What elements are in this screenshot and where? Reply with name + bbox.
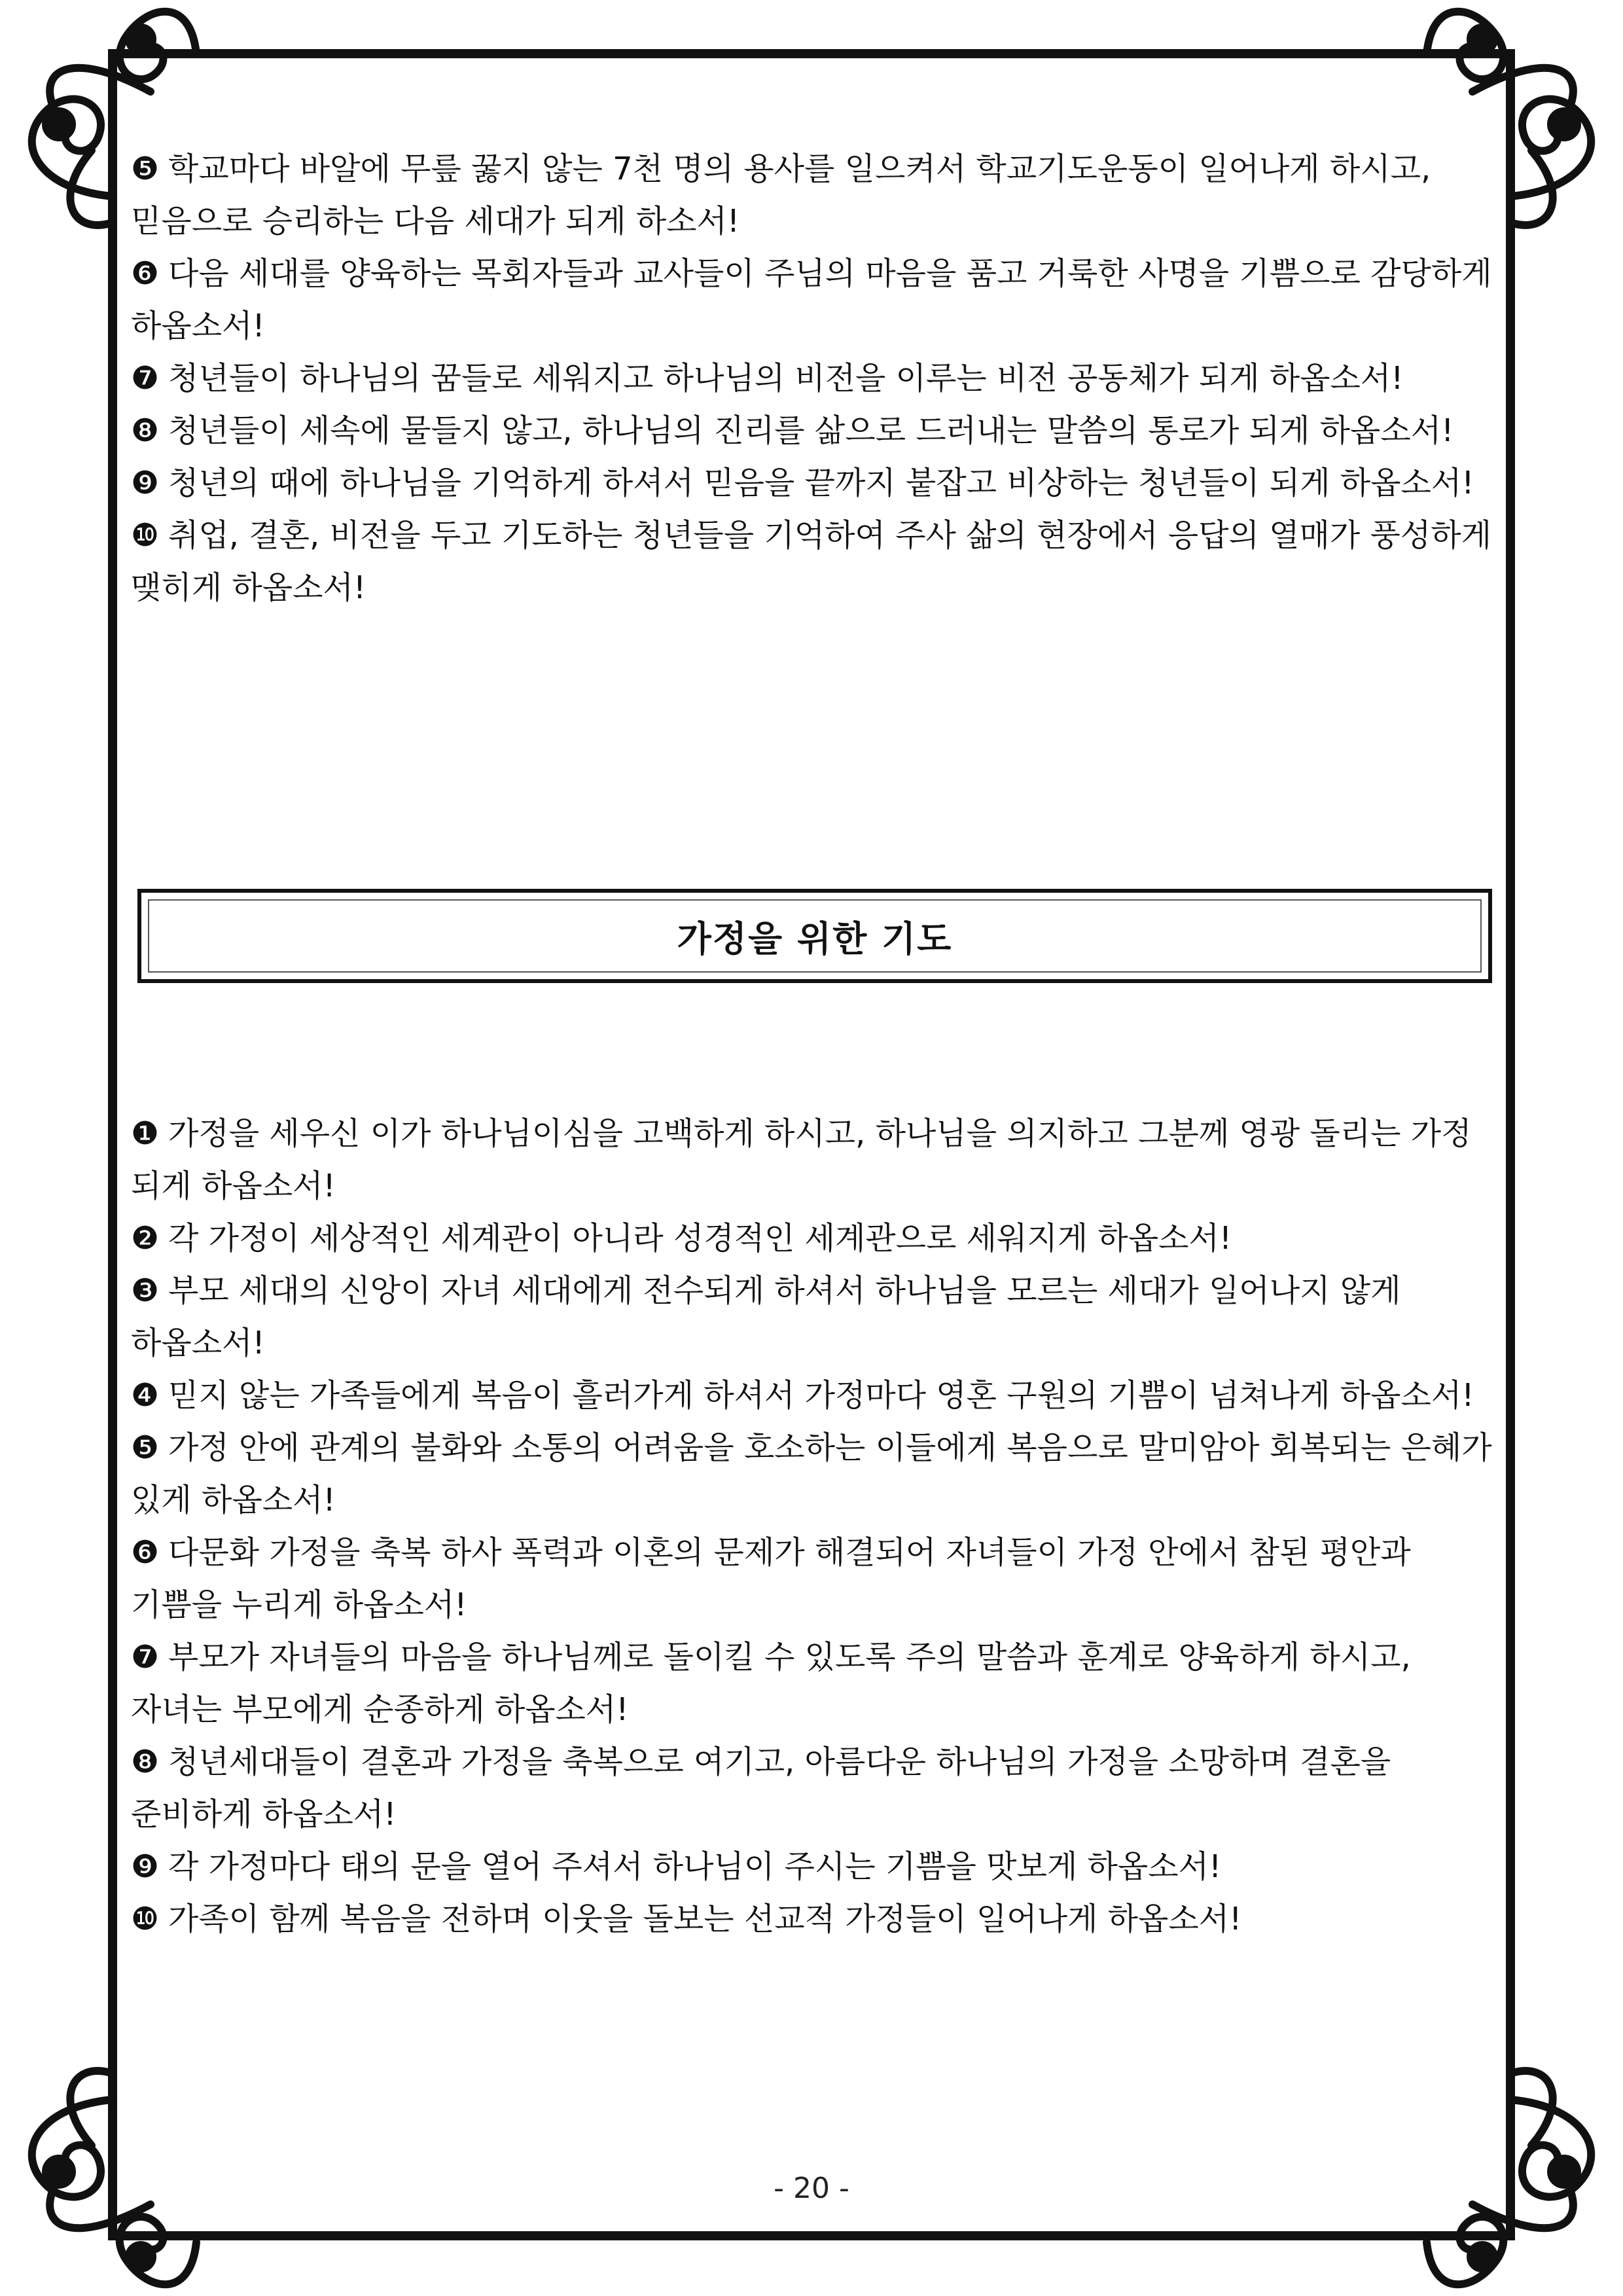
item-number: ❻ bbox=[131, 255, 160, 292]
item-number: ❾ bbox=[131, 1848, 160, 1885]
item-text: 가정 안에 관계의 불화와 소통의 어려움을 호소하는 이들에게 복음으로 말미암아 회복되는 은혜가 있게 하옵소서! bbox=[131, 1429, 1492, 1518]
item-number: ❺ bbox=[131, 151, 160, 187]
prayer-item bbox=[131, 352, 1492, 404]
item-number: ❾ bbox=[131, 465, 160, 501]
item-text: 가정을 세우신 이가 하나님이심을 고백하게 하시고, 하나님을 의지하고 그분께 영광 돌리는 가정 되게 하옵소서! bbox=[131, 1115, 1472, 1204]
prayer-item bbox=[131, 404, 1492, 457]
item-number: ❿ bbox=[131, 517, 160, 554]
item-text: 청년세대들이 결혼과 가정을 축복으로 여기고, 아름다운 하나님의 가정을 소망하며 결혼을 준비하게 하옵소서! bbox=[131, 1744, 1391, 1833]
item-number: ❽ bbox=[131, 1744, 160, 1780]
prayer-item bbox=[131, 1265, 1492, 1369]
prayer-item bbox=[131, 1212, 1492, 1265]
item-text: 믿지 않는 가족들에게 복음이 흘러가게 하셔서 가정마다 영혼 구원의 기쁨이 넘쳐나게 하옵소서! bbox=[168, 1377, 1474, 1414]
prayer-item bbox=[131, 1526, 1492, 1631]
item-text: 취업, 결혼, 비전을 두고 기도하는 청년들을 기억하여 주사 삶의 현장에서 응답의 열매가 풍성하게 맺히게 하옵소서! bbox=[131, 517, 1491, 606]
item-number: ❽ bbox=[131, 412, 160, 449]
section-title: 가정을 위한 기도 bbox=[677, 918, 953, 960]
item-number: ❿ bbox=[131, 1901, 160, 1937]
prayer-item bbox=[131, 1736, 1492, 1840]
prayer-list-continued bbox=[131, 143, 1492, 614]
prayer-item bbox=[131, 1893, 1492, 1945]
item-text: 학교마다 바알에 무릎 꿇지 않는 7천 명의 용사를 일으켜서 학교기도운동이 일어나게 하시고, 믿음으로 승리하는 다음 세대가 되게 하소서! bbox=[131, 151, 1431, 240]
prayer-item bbox=[131, 1840, 1492, 1893]
item-text: 다문화 가정을 축복 하사 폭력과 이혼의 문제가 해결되어 자녀들이 가정 안에서 참된 평안과 기쁨을 누리게 하옵소서! bbox=[131, 1534, 1411, 1623]
item-number: ❼ bbox=[131, 1639, 160, 1676]
item-text: 부모 세대의 신앙이 자녀 세대에게 전수되게 하셔서 하나님을 모르는 세대가 일어나지 않게 하옵소서! bbox=[131, 1272, 1401, 1361]
prayer-item bbox=[131, 1422, 1492, 1526]
item-number: ❸ bbox=[131, 1272, 160, 1309]
item-number: ❹ bbox=[131, 1377, 160, 1414]
item-text: 청년들이 하나님의 꿈들로 세워지고 하나님의 비전을 이루는 비전 공동체가 되게 하옵소서! bbox=[168, 360, 1404, 397]
item-text: 청년의 때에 하나님을 기억하게 하셔서 믿음을 끝까지 붙잡고 비상하는 청년들이 되게 하옵소서! bbox=[168, 465, 1474, 501]
prayer-item bbox=[131, 1369, 1492, 1422]
item-number: ❼ bbox=[131, 360, 160, 397]
item-text: 각 가정마다 태의 문을 열어 주셔서 하나님이 주시는 기쁨을 맛보게 하옵소서! bbox=[168, 1848, 1222, 1885]
item-number: ❷ bbox=[131, 1220, 160, 1257]
item-number: ❶ bbox=[131, 1115, 160, 1152]
item-text: 가족이 함께 복음을 전하며 이웃을 돌보는 선교적 가정들이 일어나게 하옵소서! bbox=[168, 1901, 1242, 1937]
section-title-box bbox=[137, 889, 1492, 983]
item-text: 다음 세대를 양육하는 목회자들과 교사들이 주님의 마음을 품고 거룩한 사명을 기쁨으로 감당하게 하옵소서! bbox=[131, 255, 1492, 344]
prayer-item bbox=[131, 457, 1492, 509]
item-number: ❺ bbox=[131, 1429, 160, 1466]
prayer-item bbox=[131, 509, 1492, 614]
item-text: 각 가정이 세상적인 세계관이 아니라 성경적인 세계관으로 세워지게 하옵소서! bbox=[168, 1220, 1232, 1257]
prayer-item bbox=[131, 247, 1492, 352]
item-text: 부모가 자녀들의 마음을 하나님께로 돌이킬 수 있도록 주의 말씀과 훈계로 양육하게 하시고, 자녀는 부모에게 순종하게 하옵소서! bbox=[131, 1639, 1411, 1728]
item-number: ❻ bbox=[131, 1534, 160, 1571]
prayer-item bbox=[131, 143, 1492, 247]
prayer-item bbox=[131, 1631, 1492, 1736]
page-number: - 20 - bbox=[774, 2172, 849, 2205]
item-text: 청년들이 세속에 물들지 않고, 하나님의 진리를 삶으로 드러내는 말씀의 통로가 되게 하옵소서! bbox=[168, 412, 1454, 449]
family-prayer-list bbox=[131, 1107, 1492, 1945]
prayer-item bbox=[131, 1107, 1492, 1212]
